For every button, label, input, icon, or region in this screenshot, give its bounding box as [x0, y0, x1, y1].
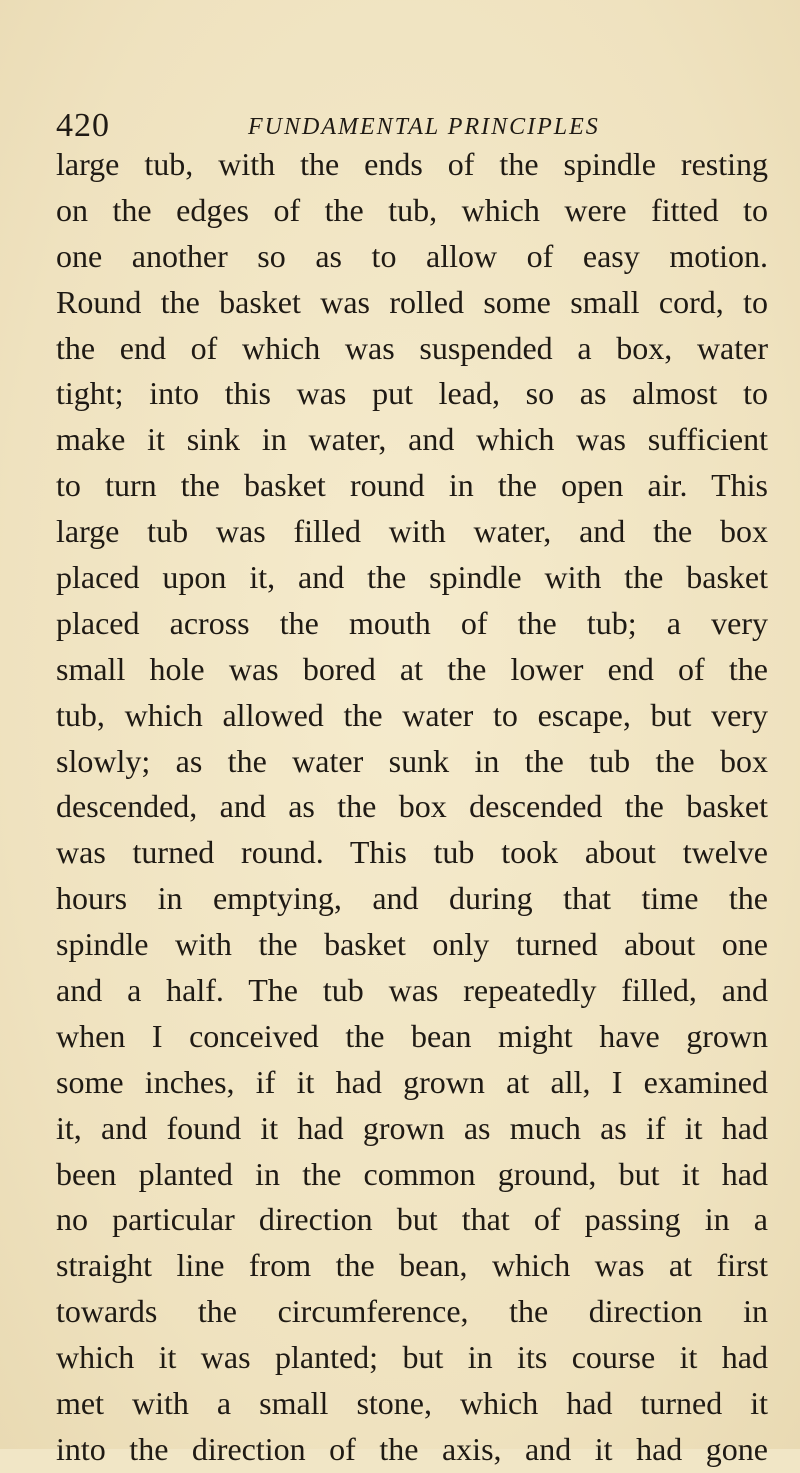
text-line: to turn the basket round in the open air. This	[56, 467, 768, 504]
text-line: one another so as to allow of easy motion.	[56, 237, 768, 274]
text-line: been planted in the common ground, but it had	[56, 1155, 768, 1192]
text-line: towards the circumference, the direction in	[56, 1293, 768, 1330]
text-line: was turned round. This tub took about twelve	[56, 834, 768, 871]
text-line: on the edges of the tub, which were fitted to	[56, 191, 768, 228]
text-line: spindle with the basket only turned about one	[56, 926, 768, 963]
text-line: large tub was filled with water, and the box	[56, 513, 768, 550]
text-line: no particular direction but that of passing in a	[56, 1201, 768, 1238]
text-line: hours in emptying, and during that time the	[56, 880, 768, 917]
text-line: and a half. The tub was repeatedly filled, and	[56, 972, 768, 1009]
text-line: tight; into this was put lead, so as almost to	[56, 375, 768, 412]
text-line: when I conceived the bean might have grown	[56, 1017, 768, 1054]
text-line: small hole was bored at the lower end of the	[56, 650, 768, 687]
text-line: which it was planted; but in its course it had	[56, 1339, 768, 1376]
text-line: descended, and as the box descended the basket	[56, 788, 768, 825]
text-line: straight line from the bean, which was at first	[56, 1247, 768, 1284]
text-line: placed across the mouth of the tub; a very	[56, 604, 768, 641]
text-line: slowly; as the water sunk in the tub the box	[56, 742, 768, 779]
text-line: some inches, if it had grown at all, I examined	[56, 1063, 768, 1100]
body-text	[56, 142, 768, 1473]
text-line: met with a small stone, which had turned it	[56, 1385, 768, 1422]
text-line: Round the basket was rolled some small cord, to	[56, 283, 768, 320]
page-number: 420	[56, 107, 110, 144]
text-line: tub, which allowed the water to escape, but very	[56, 696, 768, 733]
text-line: into the direction of the axis, and it had gone	[56, 1430, 768, 1467]
running-head	[56, 106, 760, 146]
text-line: placed upon it, and the spindle with the basket	[56, 559, 768, 596]
text-line: make it sink in water, and which was sufficient	[56, 421, 768, 458]
text-line: large tub, with the ends of the spindle resting	[56, 146, 768, 182]
text-line: it, and found it had grown as much as if it had	[56, 1109, 768, 1146]
running-title: FUNDAMENTAL PRINCIPLES	[248, 114, 600, 140]
text-line: the end of which was suspended a box, water	[56, 329, 768, 366]
